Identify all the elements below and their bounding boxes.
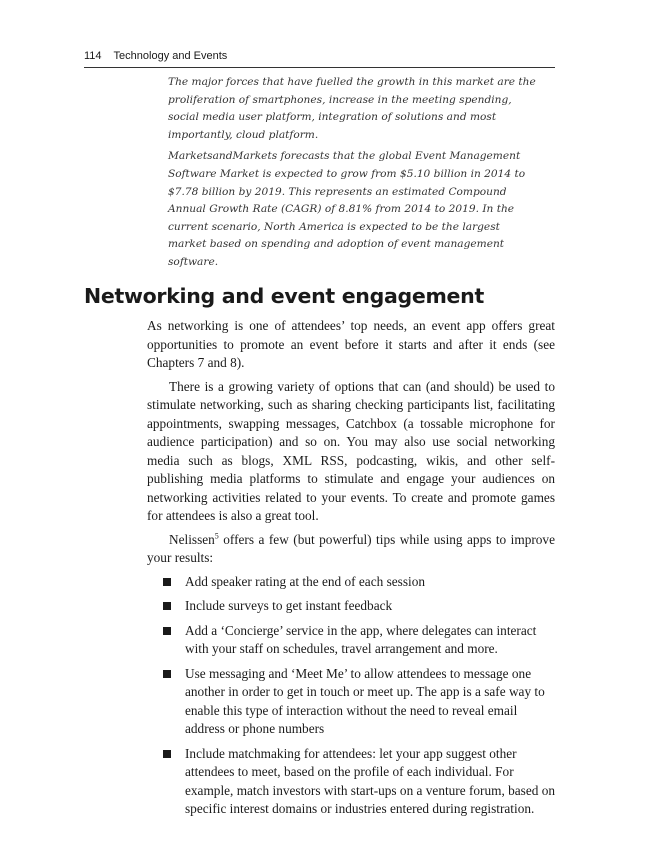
section-title: Networking and event engagement (84, 284, 484, 308)
running-header (84, 49, 555, 68)
tips-intro-paragraph (147, 531, 555, 568)
list-item-text: Use messaging and ‘Meet Me’ to allow attendees to message one another in order to get in touch or meet up. The app is a safe way to enable this type of interaction without the need to reveal email address or phone numbers (185, 665, 545, 736)
quote-paragraph: MarketsandMarkets forecasts that the global Event Management Software Market is expected to grow from $5.10 billion in 2014 to $7.78 billion by 2019. This represents an estimated Compound Annual Growth Rate (CAGR) of 8.81% from 2014 to 2019. In the current scenario, North America is expected to be the largest market based on spending and adoption of event management software. (168, 150, 526, 268)
tips-list (147, 573, 555, 819)
running-title: Technology and Events (113, 50, 228, 62)
page-number: 114 (84, 50, 102, 62)
tips-intro-text: offers a few (but powerful) tips while using apps to improve your results: (147, 531, 555, 565)
list-item (147, 665, 555, 739)
list-item (147, 573, 555, 592)
quote-paragraph: The major forces that have fuelled the growth in this market are the proliferation of smartphones, increase in the meeting spending, social media user platform, integration of solutions and most importantly, cloud platform. (168, 76, 536, 141)
body-paragraph: There is a growing variety of options that can (and should) be used to stimulate networking, such as sharing checking participants list, facilitating appointments, swapping messages, Catchbox (a tossable microphone for audience participation) and so on. You may also use social networking media such as blogs, XML RSS, podcasting, wikis, and other self-publishing media platforms to stimulate and engage your audiences on networking activities related to your events. To create and promote games for attendees is also a great tool. (147, 378, 555, 523)
block-quote (168, 74, 540, 276)
list-item-text: Add speaker rating at the end of each session (185, 573, 425, 589)
list-item (147, 597, 555, 616)
author-name: Nelissen (169, 531, 215, 547)
square-bullet-icon (163, 578, 171, 586)
list-item (147, 745, 555, 819)
list-item (147, 622, 555, 659)
section-body (147, 317, 555, 825)
square-bullet-icon (163, 750, 171, 758)
footnote-marker: 5 (214, 531, 219, 541)
list-item-text: Add a ‘Concierge’ service in the app, where delegates can interact with your staff on schedules, travel arrangement and more. (185, 622, 537, 656)
square-bullet-icon (163, 627, 171, 635)
list-item-text: Include matchmaking for attendees: let your app suggest other attendees to meet, based on the profile of each individual. For example, match investors with start-ups on a venture forum, based on specific interest domains or industries entered during registration. (185, 745, 556, 816)
body-paragraph: As networking is one of attendees’ top needs, an event app offers great opportunities to promote an event before it starts and after it ends (see Chapters 7 and 8). (147, 318, 555, 370)
square-bullet-icon (163, 602, 171, 610)
square-bullet-icon (163, 670, 171, 678)
list-item-text: Include surveys to get instant feedback (185, 598, 393, 613)
